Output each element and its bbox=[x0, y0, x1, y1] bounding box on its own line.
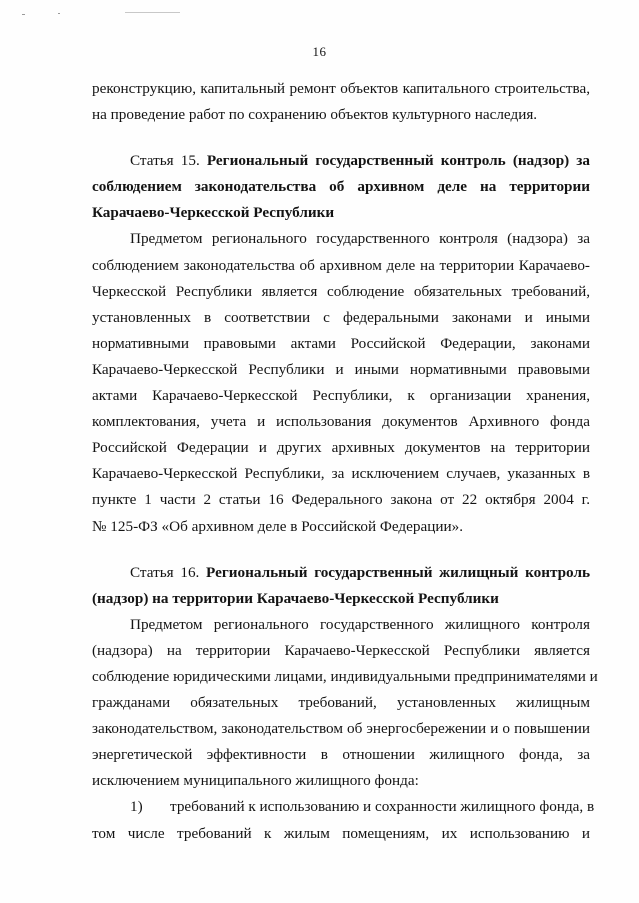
text-line: соблюдение юридическими лицами, индивидуальными предпринимателями и bbox=[92, 667, 598, 685]
text-line: пункте 1 части 2 статьи 16 Федерального закона от 22 октября 2004 г. bbox=[92, 491, 590, 509]
text-line: Карачаево-Черкесской Республики и иными нормативными правовыми bbox=[92, 360, 590, 378]
page-number: 16 bbox=[312, 44, 327, 59]
text-line: Карачаево-Черкесской Республики, за исключением случаев, указанных в bbox=[92, 465, 590, 483]
document-body bbox=[92, 76, 598, 847]
article-title: Региональный государственный контроль (надзор) за bbox=[206, 152, 591, 170]
text-line: № 125-ФЗ «Об архивном деле в Российской Федерации». bbox=[92, 517, 463, 535]
list-item bbox=[92, 794, 595, 820]
article-number: Статья 16. bbox=[130, 563, 200, 581]
text-line: Черкесской Республики является соблюдение обязательных требований, bbox=[92, 282, 590, 300]
text-line: исключением муниципального жилищного фонда: bbox=[92, 772, 419, 790]
text-line: Предметом регионального государственного контроля (надзора) за bbox=[130, 230, 590, 248]
text-line: актами Карачаево-Черкесской Республики, к организации хранения, bbox=[92, 387, 590, 405]
article-heading bbox=[92, 148, 590, 174]
scan-artifact bbox=[58, 13, 60, 14]
text-line: том числе требований к жилым помещениям, их использованию и bbox=[92, 824, 590, 842]
text-line: гражданами обязательных требований, установленных жилищным bbox=[92, 694, 590, 712]
text-line: соблюдением законодательства об архивном деле на территории Карачаево- bbox=[92, 256, 590, 274]
text-line: установленных в соответствии с федеральными законами и иными bbox=[92, 308, 590, 326]
article-title: Региональный государственный жилищный контроль bbox=[206, 563, 590, 581]
blank-line bbox=[92, 128, 590, 148]
text-line: реконструкцию, капитальный ремонт объектов капитального строительства, bbox=[92, 80, 590, 97]
text-line: на проведение работ по сохранению объектов культурного наследия. bbox=[92, 106, 538, 124]
article-heading-line: (надзор) на территории Карачаево-Черкесской Республики bbox=[92, 589, 499, 607]
text-line: комплектования, учета и использования документов Архивного фонда bbox=[92, 413, 590, 431]
text-line: Российской Федерации и других архивных документов на территории bbox=[92, 439, 590, 457]
list-item-text: требований к использованию и сохранности жилищного фонда, в bbox=[170, 798, 595, 816]
text-line: энергетической эффективности в отношении жилищного фонда, за bbox=[92, 746, 590, 764]
article-heading bbox=[92, 560, 590, 586]
scan-artifact bbox=[22, 14, 25, 15]
article-heading-line: соблюдением законодательства об архивном деле на территории bbox=[92, 178, 590, 196]
scan-artifact bbox=[125, 12, 180, 13]
text-line: законодательством, законодательством об энергосбережении и о повышении bbox=[92, 720, 590, 738]
article-heading-line: Карачаево-Черкесской Республики bbox=[92, 204, 335, 222]
text-line: Предметом регионального государственного жилищного контроля bbox=[130, 615, 590, 633]
list-marker: 1) bbox=[130, 798, 143, 816]
article-number: Статья 15. bbox=[130, 152, 200, 170]
text-line: (надзора) на территории Карачаево-Черкесской Республики является bbox=[92, 641, 590, 659]
text-line: нормативными правовыми актами Российской Федерации, законами bbox=[92, 334, 590, 352]
blank-line bbox=[92, 540, 590, 560]
